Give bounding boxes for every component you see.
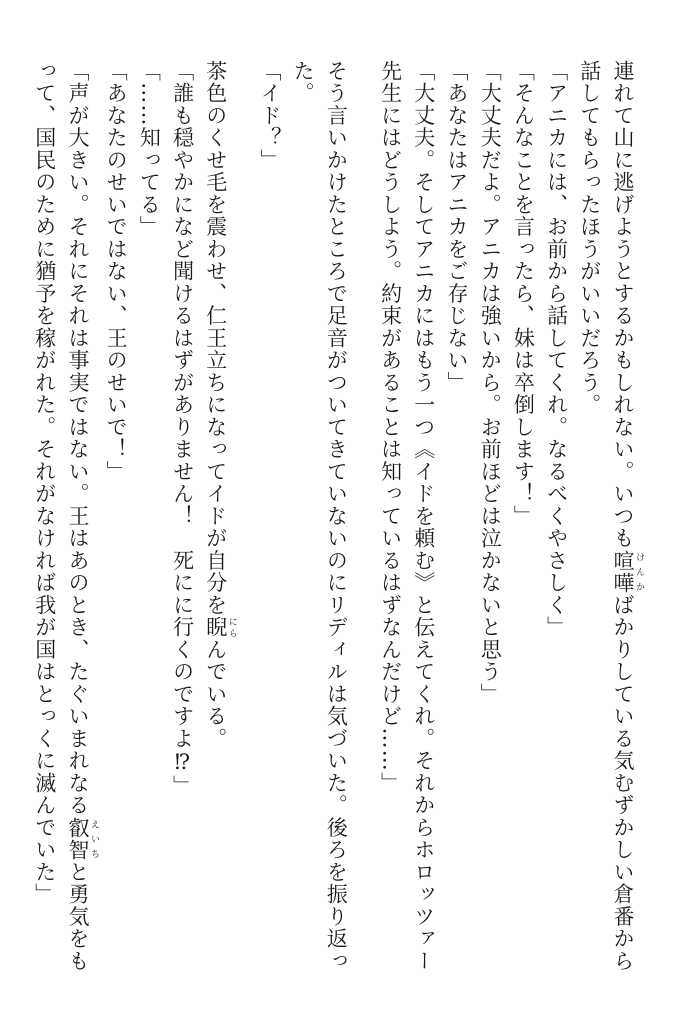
paragraph-1: 連れて山に逃げようとするかもしれない。いつも喧嘩 けんかばかりしている気むずかしい倉番から話してもらったほうがいいだろう。 bbox=[577, 60, 644, 973]
dialogue-line: 「イド？」 bbox=[257, 60, 282, 172]
dialogue-line: 「そんなことを言ったら、妹は卒倒します！」 bbox=[511, 60, 536, 528]
dialogue-line: 「大丈夫。そしてアニカにはもう一つ《イドを頼む》と伝えてくれ。それからホロッツァー先生にはどうしよう。約束があることは知っているはずなんだけど……」 bbox=[378, 60, 436, 973]
dialogue-line: 「大丈夫だよ。アニカは強いから。お前ほどは泣かないと思う」 bbox=[478, 60, 503, 706]
narration-line: そう言いかけたところで足音がついてきていないのにリディルは気づいた。後ろを振り返った。 bbox=[291, 60, 349, 973]
narration-line: 茶色のくせ毛を震わせ、仁王立ちになってイドが自分を睨 にらんでいる。 bbox=[203, 60, 237, 750]
vertical-text-body bbox=[32, 60, 660, 980]
dialogue-line: 「誰も穏やかになど聞けるはずがありません！ 死にに行くのですよ⁉」 bbox=[170, 60, 195, 798]
ruby-eichi: 叡智 えいち bbox=[65, 816, 99, 861]
dialogue-line: 「アニカには、お前から話してくれ。なるべくやさしく」 bbox=[544, 60, 569, 639]
ruby-nira: 睨 にら bbox=[203, 616, 237, 639]
dialogue-line: 「あなたはアニカをご存じない」 bbox=[444, 60, 469, 394]
dialogue-line: 「声が大きい。それにそれは事実ではない。王はあのとき、たぐいまれなる叡智 えいちと勇気をもって、国民のために猶予を稼がれた。それがなければ我が国はとっくに滅んでいた」 bbox=[32, 60, 99, 973]
ruby-kenka: 喧嘩 けんか bbox=[611, 549, 644, 594]
dialogue-line: 「……知ってる」 bbox=[137, 60, 162, 238]
dialogue-line: 「あなたのせいではない、王のせいで！」 bbox=[104, 60, 129, 483]
